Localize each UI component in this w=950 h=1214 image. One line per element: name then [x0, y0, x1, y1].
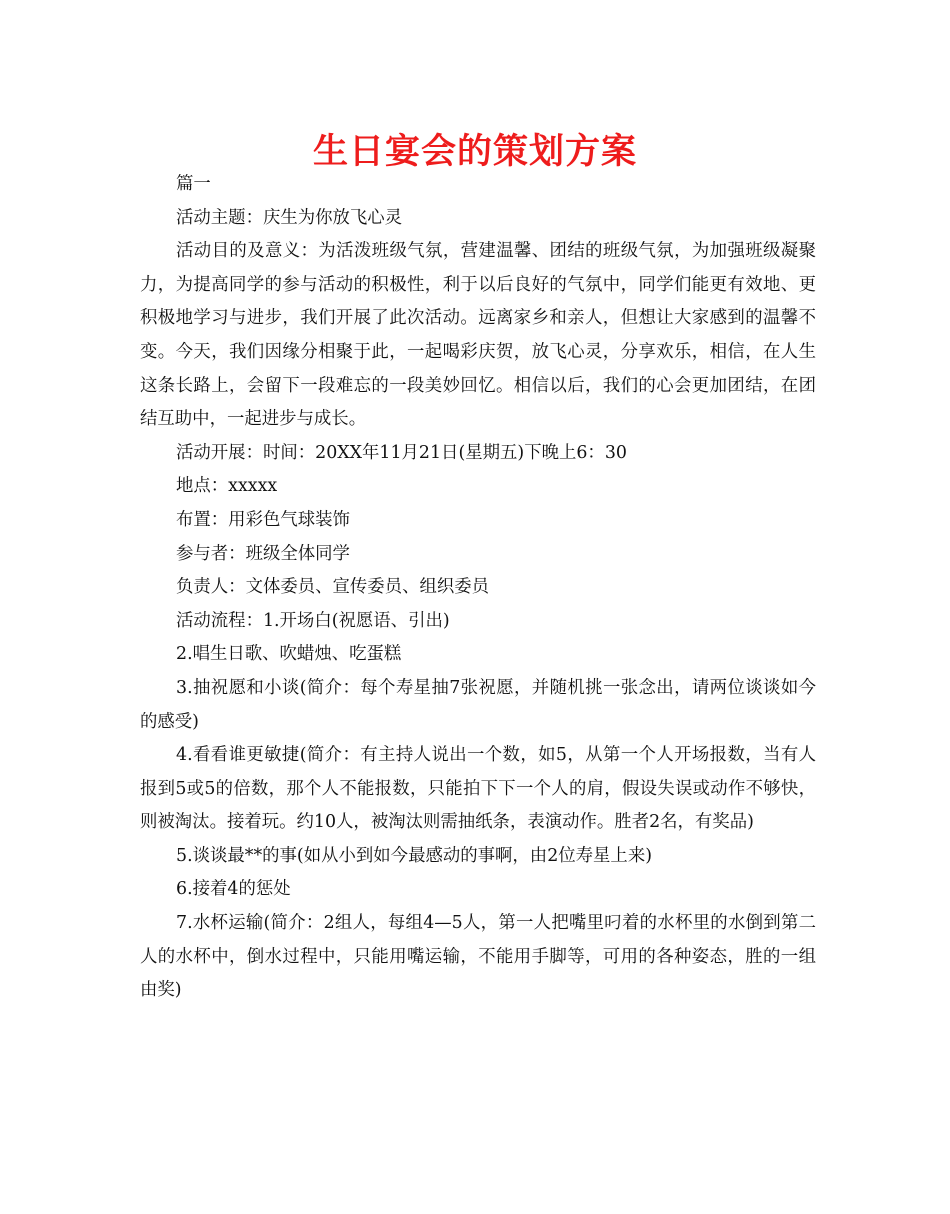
paragraph-flow-4: 4.看看谁更敏捷(简介：有主持人说出一个数，如5，从第一个人开场报数，当有人报到5或5的倍数，那个人不能报数，只能拍下下一个人的肩，假设失误或动作不够快，则被淘汰。接着玩。约10人，被淘汰则需抽纸条，表演动作。胜者2名，有奖品) — [140, 745, 816, 833]
paragraph-purpose: 活动目的及意义：为活泼班级气氛，营建温馨、团结的班级气氛，为加强班级凝聚力，为提高同学的参与活动的积极性，利于以后良好的气氛中，同学们能更有效地、更积极地学习与进步，我们开展了此次活动。远离家乡和亲人，但想让大家感到的温馨不变。今天，我们因缘分相聚于此，一起喝彩庆贺，放飞心灵，分享欢乐，相信，在人生这条长路上，会留下一段难忘的一段美妙回忆。相信以后，我们的心会更加团结，在团结互助中，一起进步与成长。 — [140, 241, 816, 430]
paragraph-flow-5: 5.谈谈最**的事(如从小到如今最感动的事啊，由2位寿星上来) — [176, 845, 652, 866]
paragraph-flow-2: 2.唱生日歌、吹蜡烛、吃蛋糕 — [176, 644, 402, 665]
document-body — [140, 168, 816, 1008]
paragraph-theme: 活动主题：庆生为你放飞心灵 — [176, 207, 403, 228]
paragraph-flow-3: 3.抽祝愿和小谈(简介：每个寿星抽7张祝愿，并随机挑一张念出，请两位谈谈如今的感受) — [140, 677, 816, 732]
paragraph-flow-1: 活动流程：1.开场白(祝愿语、引出) — [176, 610, 450, 631]
paragraph-decoration: 布置：用彩色气球装饰 — [176, 509, 350, 530]
paragraph-flow-6: 6.接着4的惩处 — [176, 879, 291, 900]
paragraph-time: 活动开展：时间：20XX年11月21日(星期五)下晚上6：30 — [176, 442, 627, 463]
paragraph-organizers: 负责人：文体委员、宣传委员、组织委员 — [176, 577, 490, 598]
paragraph-location: 地点：xxxxx — [176, 476, 278, 497]
section-heading: 篇一 — [176, 174, 211, 194]
paragraph-participants: 参与者：班级全体同学 — [176, 543, 350, 564]
document-title: 生日宴会的策划方案 — [312, 132, 637, 172]
paragraph-flow-7: 7.水杯运输(简介：2组人，每组4—5人，第一人把嘴里叼着的水杯里的水倒到第二人的水杯中，倒水过程中，只能用嘴运输，不能用手脚等，可用的各种姿态，胜的一组由奖) — [140, 913, 816, 1001]
